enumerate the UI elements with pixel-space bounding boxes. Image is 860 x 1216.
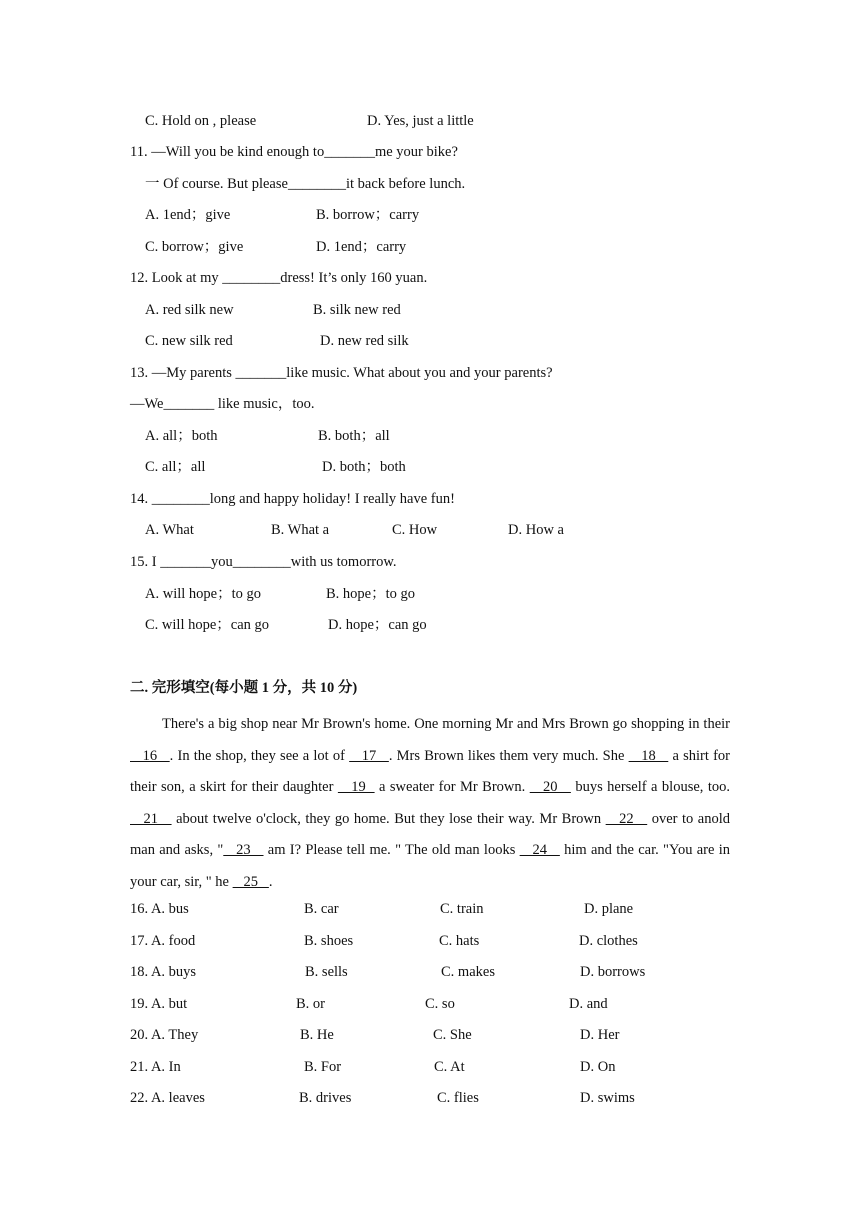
cloze-21-b: B. For [304,1059,342,1075]
cloze-22-a: 22. A. leaves [130,1090,205,1106]
q13-reply: —We_______ like music，too. [130,396,315,412]
cloze-16-a: 16. A. bus [130,901,189,917]
blank-25: 25 [232,873,269,890]
q15-option-d: D. hope；can go [328,617,427,633]
cloze-17-d: D. clothes [579,933,638,949]
cloze-17-c: C. hats [439,933,480,949]
q12-option-b: B. silk new red [313,302,401,318]
cloze-passage: There's a big shop near Mr Brown's home. One morning Mr and Mrs Brown go shopping in their 16 . In the shop, they see a lot of 17 . Mrs Brown likes them very much. She 18 a shirt for their son, a skirt for their daughter 19 a sweater for Mr Brown. 20 buys herself a blouse, too. 21 about twelve o'clock, they go home. But they lose their way. Mr Brown 22 over to anold man and asks, " 23 am I? Please tell me. " The old man looks 24 him and the car. "You are in your car, sir, " he 25 . [130,716,731,890]
section-heading: 二. 完形填空(每小题 1 分，共 10 分) [130,680,358,696]
cloze-18-a: 18. A. buys [130,964,197,980]
cloze-18-c: C. makes [441,964,495,980]
q13-option-c: C. all；all [145,459,206,475]
cloze-20-b: B. He [300,1027,334,1043]
cloze-19-b: B. or [296,996,325,1012]
cloze-16-b: B. car [304,901,339,917]
blank-24: 24 [519,842,560,859]
q13-option-d: D. both；both [322,459,406,475]
cloze-19-d: D. and [569,996,608,1012]
blank-23: 23 [223,842,264,859]
q14-option-a: A. What [145,522,194,538]
q14-stem: 14. ________long and happy holiday! I really have fun! [130,491,455,507]
q10-option-d: D. Yes, just a little [367,113,474,129]
q10-option-c: C. Hold on , please [145,113,257,129]
blank-17: 17 [349,747,389,764]
cloze-16-d: D. plane [584,901,634,917]
cloze-21-c: C. At [434,1059,465,1075]
q13-option-b: B. both；all [318,428,390,444]
cloze-19-c: C. so [425,996,455,1012]
q11-option-d: D. 1end；carry [316,239,407,255]
q14-option-c: C. How [392,522,438,538]
cloze-17-b: B. shoes [304,933,354,949]
cloze-22-b: B. drives [299,1090,352,1106]
q11-option-c: C. borrow；give [145,239,244,255]
q15-stem: 15. I _______you________with us tomorrow. [130,554,397,570]
q12-option-c: C. new silk red [145,333,233,349]
cloze-18-b: B. sells [305,964,348,980]
blank-19: 19 [337,779,375,796]
cloze-20-c: C. She [433,1027,472,1043]
q13-option-a: A. all；both [145,428,218,444]
blank-22: 22 [605,810,648,827]
cloze-22-d: D. swims [580,1090,635,1106]
q15-option-a: A. will hope；to go [145,586,261,602]
q15-option-c: C. will hope；can go [145,617,270,633]
q11-option-b: B. borrow；carry [316,207,420,223]
q14-option-d: D. How a [508,522,564,538]
blank-18: 18 [628,747,669,764]
q12-option-a: A. red silk new [145,302,234,318]
cloze-18-d: D. borrows [580,964,646,980]
cloze-21-d: D. On [580,1059,616,1075]
blank-16: 16 [130,747,170,764]
q13-stem: 13. —My parents _______like music. What about you and your parents? [130,365,553,381]
q12-option-d: D. new red silk [320,333,409,349]
q11-reply: 一 Of course. But please________it back before lunch. [145,176,466,192]
cloze-22-c: C. flies [437,1090,479,1106]
cloze-16-c: C. train [440,901,484,917]
cloze-21-a: 21. A. In [130,1059,181,1075]
q11-stem: 11. —Will you be kind enough to_______me your bike? [130,144,458,160]
cloze-19-a: 19. A. but [130,996,188,1012]
cloze-20-a: 20. A. They [130,1027,199,1043]
cloze-17-a: 17. A. food [130,933,196,949]
cloze-20-d: D. Her [580,1027,620,1043]
q14-option-b: B. What a [271,522,330,538]
blank-20: 20 [529,779,571,796]
q15-option-b: B. hope；to go [326,586,416,602]
q12-stem: 12. Look at my ________dress! It’s only 160 yuan. [130,270,428,286]
blank-21: 21 [130,810,172,827]
q11-option-a: A. 1end；give [145,207,231,223]
